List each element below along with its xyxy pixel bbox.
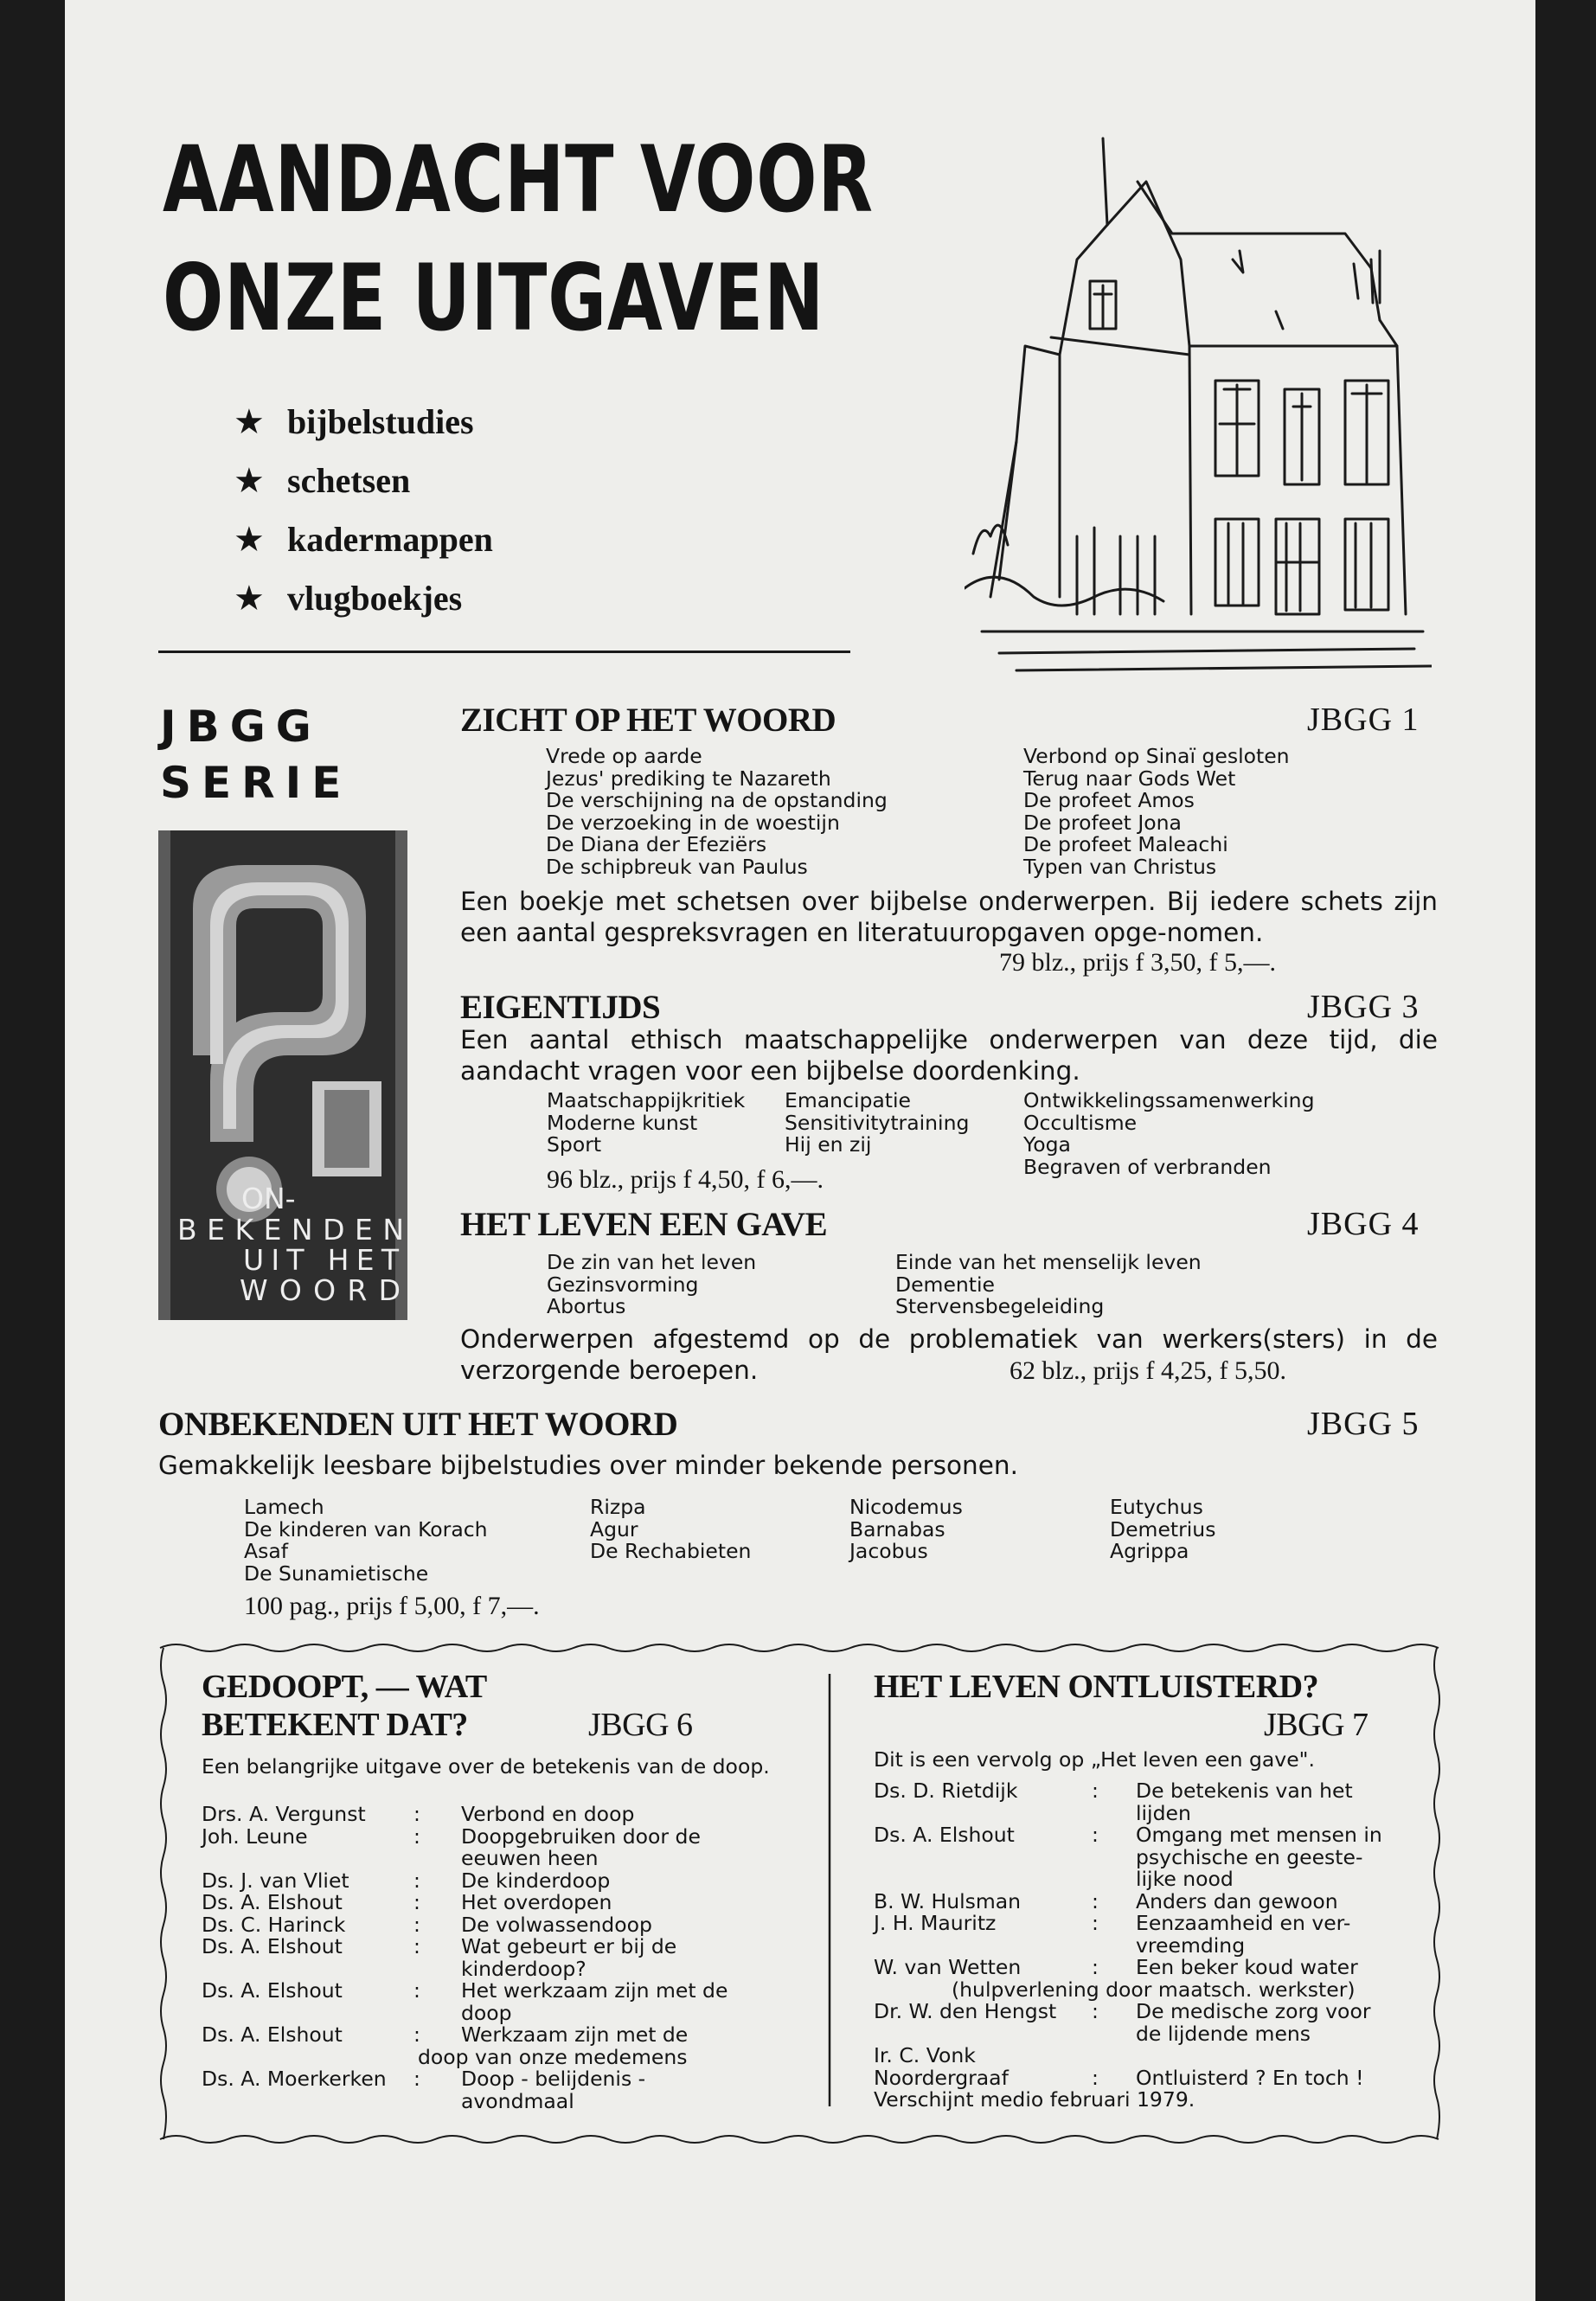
jbgg6-code: JBGG 6	[588, 1707, 693, 1743]
jbgg5-title: ONBEKENDEN UIT HET WOORD	[158, 1406, 678, 1443]
jbgg6-intro: Een belangrijke uitgave over de betekenis van de doop.	[202, 1754, 770, 1779]
bullet-item: ★ kadermappen	[234, 520, 493, 560]
serie-label-line-1: JBGG	[160, 702, 322, 752]
cover-text-line-2: BEKENDEN	[177, 1213, 404, 1247]
jbgg3-price: 96 blz., prijs f 4,50, f 6,—.	[547, 1165, 824, 1194]
jbgg5-topic-list-3: Nicodemus Barnabas Jacobus	[849, 1495, 963, 1563]
jbgg5-code: JBGG 5	[1307, 1406, 1420, 1442]
jbgg4-topic-list-2: Einde van het menselijk leven Dementie Stervensbegeleiding	[895, 1250, 1202, 1318]
star-icon: ★	[234, 579, 265, 619]
jbgg4-title: HET LEVEN EEN GAVE	[460, 1206, 828, 1243]
jbgg1-title: ZICHT OP HET WOORD	[460, 702, 836, 739]
jbgg3-topic-list-2: Emancipatie Sensitivitytraining Hij en zij	[785, 1088, 970, 1157]
jbgg6-title-line-1: GEDOOPT, — WAT	[202, 1669, 487, 1705]
jbgg7-intro: Dit is een vervolg op „Het leven een gave".	[874, 1747, 1315, 1772]
jbgg4-code: JBGG 4	[1307, 1206, 1420, 1242]
jbgg5-topic-list-4: Eutychus Demetrius Agrippa	[1110, 1495, 1216, 1563]
bullet-item: ★ bijbelstudies	[234, 402, 474, 442]
jbgg3-description: Een aantal ethisch maatschappelijke onderwerpen van deze tijd, die aandacht vragen voor een bijbelse doordenking.	[460, 1025, 1438, 1086]
cover-text-line-3: UIT HET	[243, 1243, 399, 1277]
building-sketch-illustration	[965, 130, 1432, 692]
jbgg1-topic-list-1: Vrede op aarde Jezus' prediking te Nazareth De verschijning na de opstanding De verzoeking in de woestijn De Diana der Efeziërs De schipbreuk van Paulus	[546, 744, 888, 879]
bullet-item: ★ vlugboekjes	[234, 579, 463, 619]
star-icon: ★	[234, 402, 265, 442]
jbgg6-title-line-2: BETEKENT DAT?	[202, 1707, 468, 1743]
jbgg4-topic-list-1: De zin van het leven Gezinsvorming Abortus	[547, 1250, 757, 1318]
jbgg5-topic-list-1: Lamech De kinderen van Korach Asaf De Sunamietische	[244, 1495, 488, 1586]
star-icon: ★	[234, 520, 265, 560]
cover-text-line-1: ON-	[241, 1182, 296, 1215]
bullet-item: ★ schetsen	[234, 461, 411, 501]
headline-line-2: ONZE UITGAVEN	[163, 245, 825, 351]
page	[65, 0, 1535, 2301]
jbgg5-price: 100 pag., prijs f 5,00, f 7,—.	[244, 1592, 540, 1620]
headline-line-1: AANDACHT VOOR	[163, 126, 874, 233]
jbgg7-code: JBGG 7	[1264, 1707, 1368, 1743]
jbgg3-topic-list-3: Ontwikkelingssamenwerking Occultisme Yoga Begraven of verbranden	[1023, 1088, 1315, 1179]
question-mark-cover-art	[158, 830, 407, 1320]
book-cover-image	[158, 830, 407, 1320]
jbgg4-description: Onderwerpen afgestemd op de problematiek van werkers(sters) in de verzorgende beroepen.	[460, 1324, 1438, 1385]
jbgg1-price: 79 blz., prijs f 3,50, f 5,—.	[999, 948, 1276, 977]
jbgg7-title: HET LEVEN ONTLUISTERD?	[874, 1669, 1319, 1705]
jbgg3-topic-list-1: Maatschappijkritiek Moderne kunst Sport	[547, 1088, 746, 1157]
jbgg3-title: EIGENTIJDS	[460, 989, 661, 1026]
star-icon: ★	[234, 461, 265, 501]
jbgg4-price: 62 blz., prijs f 4,25, f 5,50.	[1010, 1356, 1286, 1385]
jbgg6-table: Drs. A. Vergunst : Verbond en doop Joh. Leune : Doopgebruiken door de eeuwen heen Ds. J. van Vliet : De kinderdoop Ds. A. Elshout : Het overdopen Ds. C. Harinck : De volwassendoop Ds. A. Elshout : Wat gebeurt er bij de kinderdoop? Ds. A. Elshout : Het werkzaam zijn met de doop Ds. A. Elshout : Werkzaam zijn met de doop van onze medemens Ds. A. Moerkerken : Doop - belijdenis - avondmaal	[202, 1802, 728, 2113]
jbgg5-description: Gemakkelijk leesbare bijbelstudies over minder bekende personen.	[158, 1451, 1018, 1480]
jbgg5-topic-list-2: Rizpa Agur De Rechabieten	[590, 1495, 752, 1563]
jbgg7-table: Ds. D. Rietdijk : De betekenis van het lijden Ds. A. Elshout : Omgang met mensen in psychische en geeste-lijke nood B. W. Hulsman : Anders dan gewoon J. H. Mauritz : Eenzaamheid en ver-vreemding W. van Wetten : Een beker koud water (hulpverlening door maatsch. werkster) Dr. W. den Hengst : De medische zorg voor de lijdende mens Ir. C. Vonk Noordergraaf : Ontluisterd ? En toch ! Verschijnt medio februari 1979.	[874, 1779, 1382, 2112]
jbgg1-description: Een boekje met schetsen over bijbelse onderwerpen. Bij iedere schets zijn een aantal gespreksvragen en literatuuropgaven opge-nomen.	[460, 887, 1438, 947]
jbgg1-topic-list-2: Verbond op Sinaï gesloten Terug naar Gods Wet De profeet Amos De profeet Jona De profeet Maleachi Typen van Christus	[1023, 744, 1290, 879]
divider-rule	[158, 651, 850, 653]
cover-text-line-4: WOORD	[240, 1273, 401, 1307]
jbgg3-code: JBGG 3	[1307, 989, 1420, 1025]
serie-label-line-2: SERIE	[160, 758, 352, 808]
jbgg1-code: JBGG 1	[1307, 702, 1420, 738]
